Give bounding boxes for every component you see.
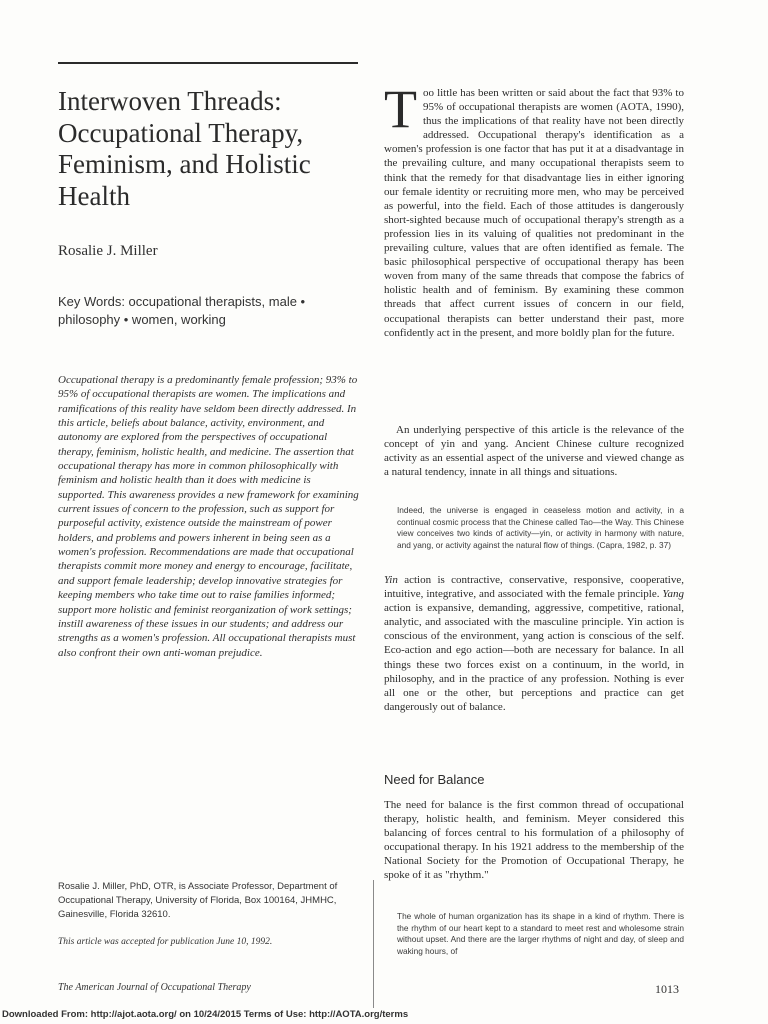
article-title: Interwoven Threads: Occupational Therapy, Feminism, and Holistic Health [58,86,311,211]
section-heading: Need for Balance [384,772,485,787]
block-quote-meyer: The whole of human organization has its shape in a kind of rhythm. There is the rhythm of our heart kept to a standard to meet rest and wholesome strain without upset. And there are the larger rhythms of night and day, of sleep and waking hours, of [397,911,684,956]
download-mid: on 10/24/2015 Terms of Use: [176,1009,310,1020]
yin-text: action is contractive, conservative, responsive, cooperative, intuitive, integrative, and associated with the female principle. [384,574,684,601]
body-paragraph-intro [384,79,684,340]
author-affiliation: Rosalie J. Miller, PhD, OTR, is Associate Professor, Department of Occupational Therapy, University of Florida, Box 100164, JHMHC, Gainesville, Florida 32610. [58,881,338,920]
yang-text: action is expansive, demanding, aggressive, competitive, rational, analytic, and associated with the masculine principle. Yin action is conscious of the environment, yang action is conscious of the self. Eco-action and ego action—both are necessary for balance. In all things these two forces exist on a continuum, in the world, in philosophy, and in the practice of any profession. Nothing is ever all one or the other, but perceptions and practice can get dangerously out of balance. [384,602,684,713]
acceptance-note: This article was accepted for publication June 10, 1992. [58,937,273,947]
body-paragraph-yin-yang: An underlying perspective of this article is the relevance of the concept of yin and yang. Ancient Chinese culture recognized activity as an essential aspect of the universe and viewed change as a natural tendency, innate in all things and situations. [384,424,684,479]
title-rule [58,62,358,64]
author-name: Rosalie J. Miller [58,243,158,259]
abstract: Occupational therapy is a predominantly female profession; 93% to 95% of occupational therapists are women. The implications and ramifications of this reality have seldom been directly addressed. In this article, beliefs about balance, activity, environment, and autonomy are explored from the perspectives of occupational therapy, feminism, holistic health, and medicine. The assertion that occupational therapy has more in common philosophically with feminism and holistic health than it does with medicine is supported. This awareness provides a new framework for examining current issues of concern to the profession, such as support for purposeful activity, existence outside the mainstream of power holders, and problems and powers inherent in being seen as a women's profession. Recommendations are made that occupational therapists commit more money and energy to encourage, facilitate, and support female leadership; develop innovative strategies for keeping members who take time out to raise families informed; support more holistic and feminist reorganization of work settings; instill awareness of these issues in our students; and address our strengths as a women's profession. All occupational therapists must also confront their own anti-woman prejudice. [58,374,359,659]
block-quote-capra: Indeed, the universe is engaged in ceaseless motion and activity, in a continual cosmic process that the Chinese called Tao—the Way. This Chinese view conceives two kinds of activity—yin, or activity in harmony with nature, and yang, or activity against the natural flow of things. (Capra, 1982, p. 37) [397,505,684,550]
drop-cap: T [384,79,417,139]
keywords: Key Words: occupational therapists, male • philosophy • women, working [58,294,306,327]
body-paragraph-balance: The need for balance is the first common thread of occupational therapy, holistic health, and feminism. Meyer considered this balancing of forces central to his formulation of a philosophy of occupational therapy. In his 1921 address to the membership of the National Society for the Promotion of Occupational Therapy, he spoke of it as "rhythm." [384,799,684,882]
column-divider [373,880,374,1008]
yin-term: Yin [384,574,398,586]
download-link[interactable]: http://ajot.aota.org/ [90,1009,177,1020]
terms-link[interactable]: http://AOTA.org/terms [309,1009,409,1020]
page-number: 1013 [655,982,679,996]
intro-text: oo little has been written or said about the fact that 93% to 95% of occupational therapists are women (AOTA, 1990), thus the implications of that reality have not been directly addressed. Occupational therapy's identification as a women's profession is one factor that has put it at a disadvantage in the prevailing culture, and many occupational therapists seem to think that the remedy for that disadvantage lies in either ignoring our female identity or recruiting more men, who may be perceived as powerful, into the field. Each of those attitudes is dangerously short-sighted because much of occupational therapy's strength as a profession lies in its valuing of qualities not predominant in the prevailing culture, values that are often identified as female. The basic philosophical perspective of occupational therapy has been woven from many of the same threads that compose the fabrics of holistic health and of feminism. By examining these common threads that affect current issues of concern in our field, occupational therapists can better understand their past, more confidently act in the present, and more boldly plan for the future. [384,87,684,339]
download-prefix: Downloaded From: [2,1009,91,1020]
body-paragraph-yin-action [384,573,684,714]
journal-name: The American Journal of Occupational Therapy [58,982,251,993]
download-notice [2,1009,408,1020]
yang-term: Yang [662,588,684,601]
